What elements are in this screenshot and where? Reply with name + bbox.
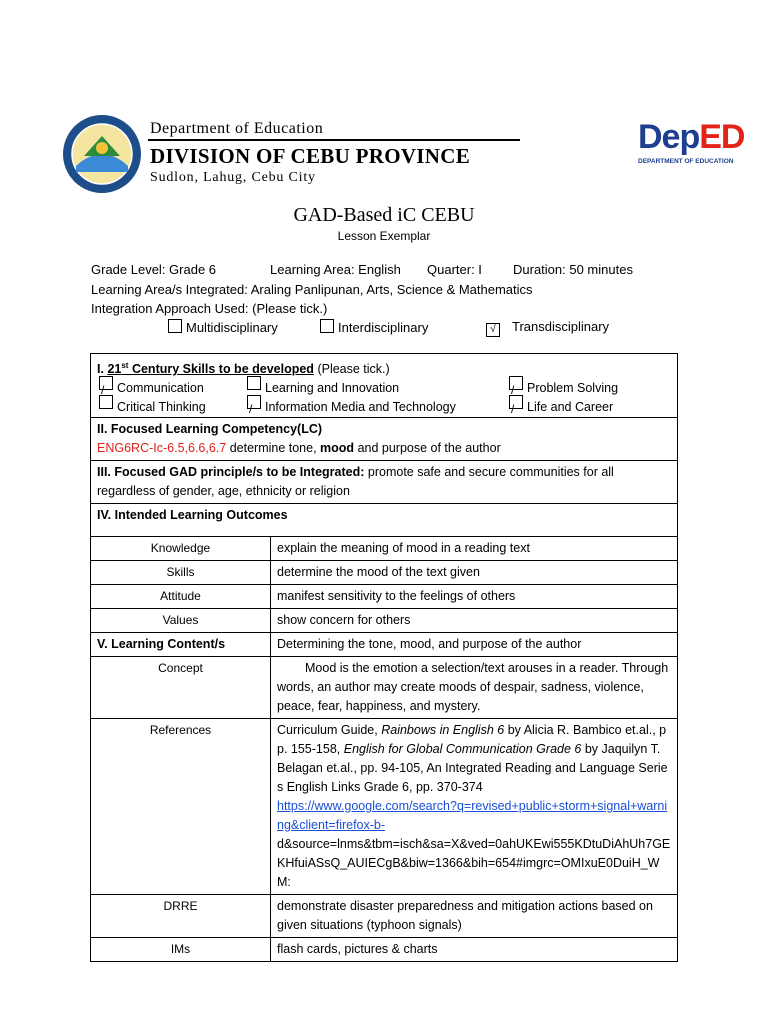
- outcomes-heading-row: [91, 504, 678, 537]
- competency-text: ENG6RC-Ic-6.5,6.6,6.7 determine tone, mood and purpose of the author: [97, 441, 501, 456]
- ims-value: flash cards, pictures & charts: [271, 938, 678, 962]
- transdisciplinary-checkbox[interactable]: √: [486, 323, 500, 337]
- outcome-value: show concern for others: [271, 609, 678, 633]
- drre-row: [91, 895, 678, 938]
- interdisciplinary-checkbox[interactable]: [320, 319, 334, 333]
- division-seal-icon: [62, 114, 142, 194]
- meta-line-1: [91, 262, 633, 277]
- option-multidisciplinary[interactable]: [168, 319, 278, 335]
- outcome-row: [91, 561, 678, 585]
- deped-logo: [638, 118, 758, 178]
- drre-value: demonstrate disaster preparedness and mitigation actions based on given situations (typhoon signals): [271, 895, 678, 938]
- outcome-row: [91, 609, 678, 633]
- skill-label: Communication: [117, 381, 204, 396]
- outcome-row: [91, 585, 678, 609]
- competency-heading: II. Focused Learning Competency(LC): [97, 422, 323, 437]
- outcome-label: Knowledge: [91, 537, 271, 561]
- page-subtitle: Lesson Exemplar: [337, 229, 431, 243]
- deped-logo-text: DepED: [638, 118, 745, 156]
- gad-heading: III. Focused GAD principle/s to be Integrated:: [97, 465, 365, 480]
- outcome-row: [91, 537, 678, 561]
- skills-grid: [97, 379, 671, 417]
- integration-approach: Integration Approach Used: (Please tick.): [91, 301, 328, 316]
- skill-label: Life and Career: [527, 400, 614, 415]
- option-interdisciplinary[interactable]: [320, 319, 428, 335]
- header-divider: [148, 139, 520, 141]
- concept-label: Concept: [91, 657, 271, 719]
- multidisciplinary-label: Multidisciplinary: [186, 320, 278, 335]
- grade-level: Grade Level: Grade 6: [91, 262, 217, 277]
- drre-label: DRRE: [91, 895, 271, 938]
- skills-heading: I. 21st Century Skills to be developed (Please tick.): [97, 361, 390, 377]
- skill-label: Learning and Innovation: [265, 381, 400, 396]
- option-transdisciplinary[interactable]: [486, 319, 609, 337]
- references-label: References: [91, 719, 271, 895]
- skill-checkbox[interactable]: [247, 376, 261, 390]
- gad-text: promote safe and secure communities for all regardless of gender, age, ethnicity or religion: [97, 465, 614, 499]
- concept-row: [91, 657, 678, 719]
- tick-mark: /: [511, 383, 515, 398]
- competency-row: [91, 418, 678, 461]
- skill-problem-solving[interactable]: [507, 379, 657, 398]
- references-value: Curriculum Guide, Rainbows in English 6 by Alicia R. Bambico et.al., pp. 155-158, English for Global Communication Grade 6 by Jaquilyn T. Belagan et.al., pp. 94-105, An Integrated Reading and Language Series English Links Grade 6, pp. 370-374 https://www.google.com/search?q=revised+public+storm+signal+warning&client=firefox-b- d&source=lnms&tbm=isch&sa=X&ved=0ahUKEwi555KDtuDiAhUh7GEKHfuiASsQ_AUIECgB&biw=1366&bih=654#imgrc=OMIxuE0DuiH_WM:: [271, 719, 678, 895]
- learning-content-row: [91, 633, 678, 657]
- outcome-label: Values: [91, 609, 271, 633]
- ims-row: [91, 938, 678, 962]
- interdisciplinary-label: Interdisciplinary: [338, 320, 429, 335]
- outcomes-heading: IV. Intended Learning Outcomes: [97, 508, 288, 523]
- tick-mark: /: [511, 402, 515, 417]
- ims-label: IMs: [91, 938, 271, 962]
- division-name: DIVISION OF CEBU PROVINCE: [150, 144, 471, 168]
- department-name: Department of Education: [150, 120, 324, 137]
- tick-mark: /: [249, 402, 253, 417]
- lesson-table: [90, 353, 678, 962]
- learning-area: Learning Area: English: [270, 262, 401, 277]
- skill-life-career[interactable]: [507, 398, 657, 417]
- gad-row: [91, 461, 678, 504]
- quarter: Quarter: I: [427, 262, 482, 277]
- transdisciplinary-label: Transdisciplinary: [512, 319, 610, 334]
- page-title: GAD-Based iC CEBU: [293, 204, 475, 226]
- integrated-areas: Learning Area/s Integrated: Araling Panlipunan, Arts, Science & Mathematics: [91, 282, 533, 297]
- reference-link-tail: d&source=lnms&tbm=isch&sa=X&ved=0ahUKEwi555KDtuDiAhUh7GEKHfuiASsQ_AUIECgB&biw=1366&bih=654#imgrc=OMIxuE0DuiH_WM:: [277, 837, 671, 890]
- learning-content-label: V. Learning Content/s: [91, 633, 271, 657]
- outcome-label: Attitude: [91, 585, 271, 609]
- outcome-value: explain the meaning of mood in a reading text: [271, 537, 678, 561]
- references-row: [91, 719, 678, 895]
- skill-label: Critical Thinking: [117, 400, 206, 415]
- duration: Duration: 50 minutes: [513, 262, 633, 277]
- tick-mark: /: [101, 383, 105, 398]
- skill-label: Problem Solving: [527, 381, 619, 396]
- concept-value: Mood is the emotion a selection/text arouses in a reader. Through words, an author may create moods of despair, sadness, violence, peace, fear, happiness, and mystery.: [271, 657, 678, 719]
- skill-learning-innovation[interactable]: [245, 379, 507, 398]
- outcome-value: determine the mood of the text given: [271, 561, 678, 585]
- reference-link[interactable]: https://www.google.com/search?q=revised+public+storm+signal+warning&client=firefox-b-: [277, 799, 668, 833]
- outcome-label: Skills: [91, 561, 271, 585]
- skills-row: [91, 354, 678, 418]
- multidisciplinary-checkbox[interactable]: [168, 319, 182, 333]
- competency-code: ENG6RC-Ic-6.5,6.6,6.7: [97, 441, 227, 456]
- learning-content-value: Determining the tone, mood, and purpose of the author: [271, 633, 678, 657]
- skill-label: Information Media and Technology: [265, 400, 456, 415]
- deped-logo-subtext: DEPARTMENT OF EDUCATION: [638, 158, 734, 165]
- skill-checkbox[interactable]: [99, 395, 113, 409]
- outcome-value: manifest sensitivity to the feelings of others: [271, 585, 678, 609]
- skill-communication[interactable]: [97, 379, 245, 398]
- skill-critical-thinking[interactable]: [97, 398, 245, 417]
- skill-info-media-tech[interactable]: [245, 398, 507, 417]
- division-address: Sudlon, Lahug, Cebu City: [150, 170, 316, 185]
